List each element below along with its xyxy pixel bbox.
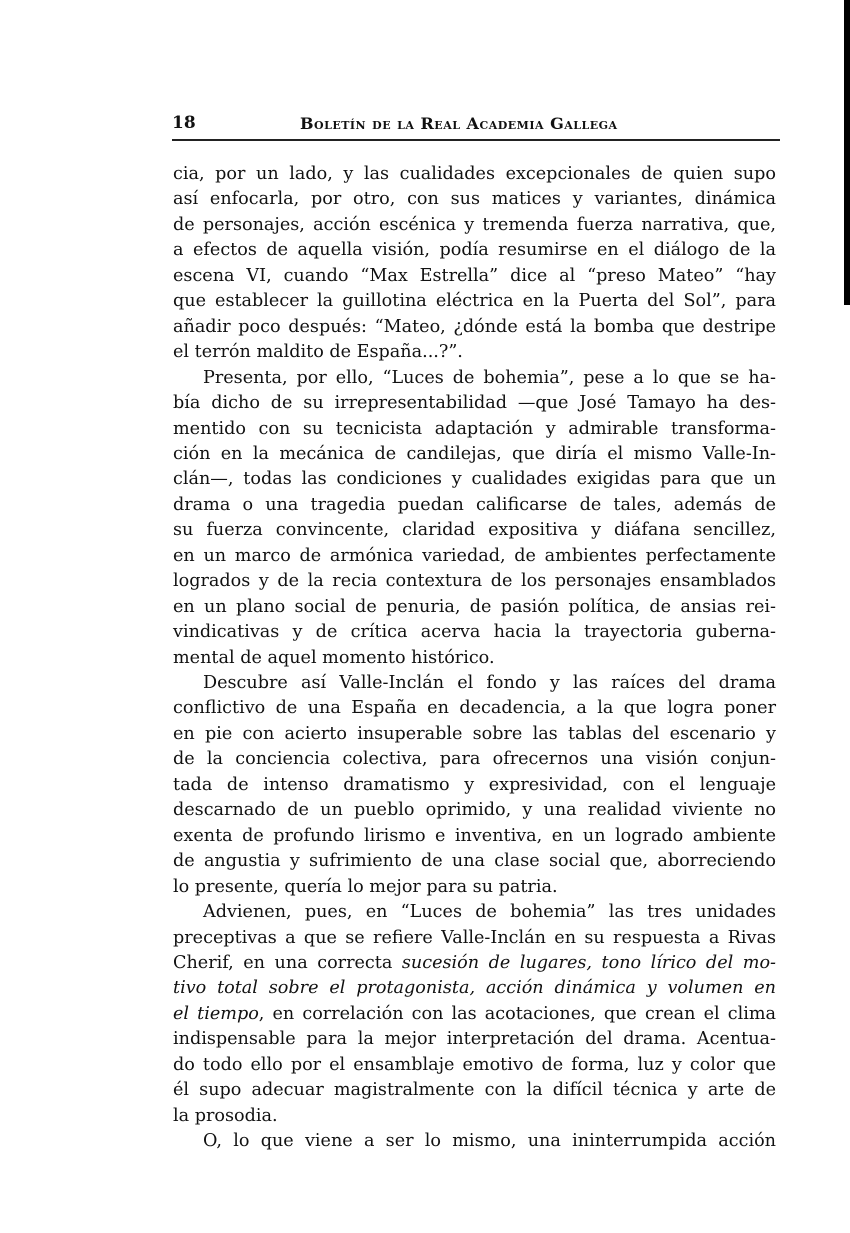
text-run: logrados y de la recia contextura de los personajes ensamblados [173, 571, 776, 592]
text-run: lo presente, quería lo mejor para su patria. [173, 876, 558, 897]
text-run: tada de intenso dramatismo y expresividad, con el lenguaje [173, 774, 776, 795]
page-number: 18 [172, 113, 196, 133]
text-run: vindicativas y de crítica acerva hacia la trayectoria guberna- [173, 622, 776, 643]
text-line [173, 849, 776, 873]
running-title: Boletín de la Real Academia Gallega [300, 114, 618, 133]
text-line [173, 238, 776, 262]
text-run: en un marco de armónica variedad, de ambientes perfectamente [173, 545, 776, 566]
text-line [173, 569, 776, 593]
text-run: preceptivas a que se refiere Valle-Inclán en su respuesta a Rivas [173, 927, 776, 948]
text-run: a efectos de aquella visión, podía resumirse en el diálogo de la [173, 240, 776, 261]
text-line [173, 1002, 776, 1026]
text-line [173, 187, 776, 211]
text-run: mentido con su tecnicista adaptación y admirable transforma- [173, 418, 776, 439]
text-run: Advienen, pues, en “Luces de bohemia” las tres unidades [203, 902, 776, 923]
header-rule [172, 139, 780, 141]
text-line [173, 722, 776, 746]
text-line [173, 264, 776, 288]
text-line [173, 340, 776, 364]
text-run: que establecer la guillotina eléctrica en la Puerta del Sol”, para [173, 291, 776, 312]
text-line [173, 646, 776, 670]
italic-text: sucesión de lugares, tono lírico del mo- [401, 952, 776, 973]
text-line [173, 976, 776, 1000]
italic-text: tivo total sobre el protagonista, acción dinámica y volumen en [173, 978, 776, 999]
text-line [173, 493, 776, 517]
text-line [173, 1104, 776, 1128]
text-line [173, 213, 776, 237]
text-run: en un plano social de penuria, de pasión política, de ansias rei- [173, 596, 776, 617]
text-run: descarnado de un pueblo oprimido, y una realidad viviente no [173, 800, 776, 821]
text-run: , en correlación con las acotaciones, que crean el clima [258, 1003, 776, 1024]
text-run: así enfocarla, por otro, con sus matices y variantes, dinámica [173, 189, 776, 210]
text-line [173, 620, 776, 644]
text-line [173, 518, 776, 542]
text-line [173, 544, 776, 568]
text-line [173, 315, 776, 339]
text-line [203, 366, 776, 390]
text-run: drama o una tragedia puedan calificarse de tales, además de [173, 494, 776, 515]
text-run: en pie con acierto insuperable sobre las tablas del escenario y [173, 723, 776, 744]
text-line [173, 747, 776, 771]
text-run: bía dicho de su irrepresentabilidad —que José Tamayo ha des- [173, 393, 776, 414]
text-line [173, 1078, 776, 1102]
text-run: de la conciencia colectiva, para ofrecernos una visión conjun- [173, 749, 776, 770]
text-line [173, 824, 776, 848]
text-line [173, 773, 776, 797]
text-line [173, 417, 776, 441]
text-line [173, 289, 776, 313]
text-line [203, 900, 776, 924]
text-run: mental de aquel momento histórico. [173, 647, 495, 668]
text-line [173, 696, 776, 720]
text-line [173, 926, 776, 950]
text-run: la prosodia. [173, 1105, 278, 1126]
text-line [173, 442, 776, 466]
text-run: Cherif, en una correcta [173, 952, 402, 973]
text-run: O, lo que viene a ser lo mismo, una ininterrumpida acción [203, 1131, 776, 1152]
text-run: añadir poco después: “Mateo, ¿dónde está la bomba que destripe [173, 316, 776, 337]
text-line [203, 1129, 776, 1153]
text-line [203, 671, 776, 695]
italic-text: el tiempo [173, 1003, 259, 1024]
text-run: clán—, todas las condiciones y cualidades exigidas para que un [173, 469, 776, 490]
text-run: Presenta, por ello, “Luces de bohemia”, pese a lo que se ha- [203, 367, 776, 388]
text-line [173, 595, 776, 619]
text-run: su fuerza convincente, claridad expositiva y diáfana sencillez, [173, 520, 776, 541]
text-line [173, 1053, 776, 1077]
text-run: conflictivo de una España en decadencia, a la que logra poner [173, 698, 776, 719]
text-line [173, 162, 776, 186]
text-run: Descubre así Valle-Inclán el fondo y las raíces del drama [203, 673, 776, 693]
text-line [173, 1027, 776, 1051]
text-run: el terrón maldito de España...?”. [173, 342, 463, 363]
text-run: indispensable para la mejor interpretación del drama. Acentua- [173, 1029, 776, 1050]
text-line [173, 798, 776, 822]
text-run: de angustia y sufrimiento de una clase social que, aborreciendo [173, 851, 776, 872]
text-run: do todo ello por el ensamblaje emotivo de forma, luz y color que [173, 1054, 776, 1075]
text-line [173, 467, 776, 491]
text-line [173, 391, 776, 415]
text-run: de personajes, acción escénica y tremenda fuerza narrativa, que, [173, 214, 776, 235]
text-run: él supo adecuar magistralmente con la difícil técnica y arte de [173, 1080, 776, 1101]
text-line [173, 951, 776, 975]
text-run: ción en la mecánica de candilejas, que diría el mismo Valle-In- [173, 443, 776, 464]
text-run: exenta de profundo lirismo e inventiva, en un logrado ambiente [173, 825, 776, 846]
text-run: cia, por un lado, y las cualidades excepcionales de quien supo [173, 164, 776, 184]
text-line [173, 875, 776, 899]
scan-edge-shadow [844, 0, 850, 305]
text-run: escena VI, cuando “Max Estrella” dice al “preso Mateo” “hay [173, 265, 776, 286]
